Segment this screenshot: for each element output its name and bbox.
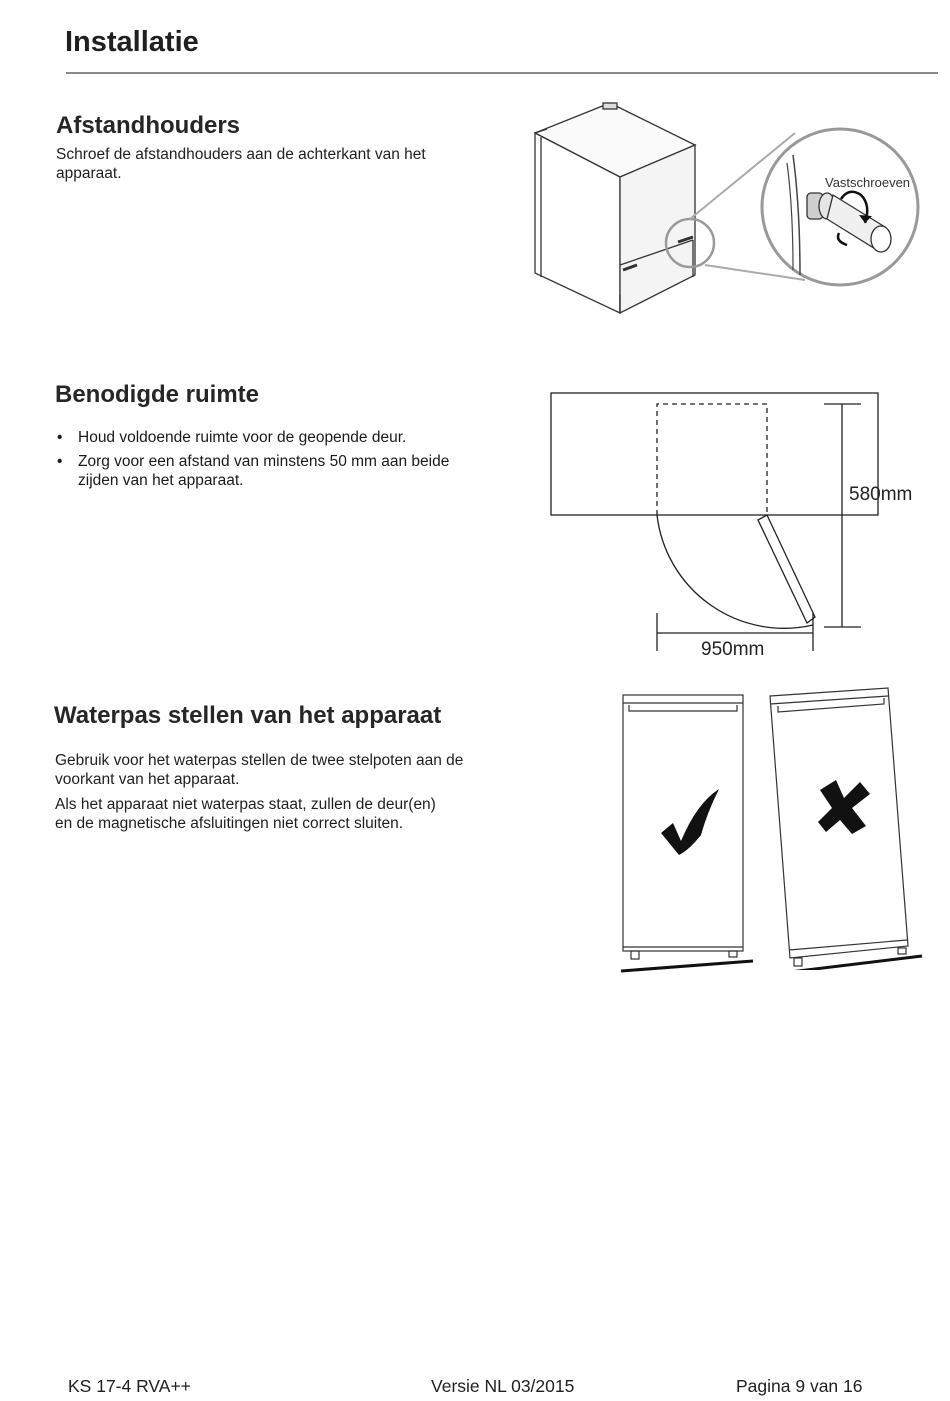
door-clearance-diagram [545,385,945,675]
page-title: Installatie [65,26,199,58]
spacer-illustration [515,95,935,320]
leveling-paragraph-2: Als het apparaat niet waterpas staat, zullen de deur(en) en de magnetische afsluitingen niet correct sluiten. [55,796,436,832]
depth-dimension-label: 580mm [849,484,913,505]
section-heading-space: Benodigde ruimte [55,381,260,408]
spacers-instruction: Schroef de afstandhouders aan de achterkant van het apparaat. [56,146,426,182]
leveling-paragraph-1: Gebruik voor het waterpas stellen de twee stelpoten aan de voorkant van het apparaat. [55,752,464,788]
level-incorrect-illustration [762,680,932,970]
space-bullet-list [55,428,475,495]
width-dimension-label: 950mm [701,639,765,660]
title-divider [66,72,938,74]
bullet-item: • Zorg voor een afstand van minstens 50 mm aan beide zijden van het apparaat. [55,452,475,490]
level-correct-illustration [605,685,765,975]
footer-model: KS 17-4 RVA++ [68,1376,191,1396]
footer-page-number: Pagina 9 van 16 [736,1376,863,1396]
illustration-label: Vastschroeven [825,175,911,190]
bullet-item: • Houd voldoende ruimte voor de geopende deur. [55,428,475,447]
section-heading-leveling: Waterpas stellen van het apparaat [54,702,442,729]
section-heading-spacers: Afstandhouders [56,112,241,139]
footer-version: Versie NL 03/2015 [431,1376,575,1396]
